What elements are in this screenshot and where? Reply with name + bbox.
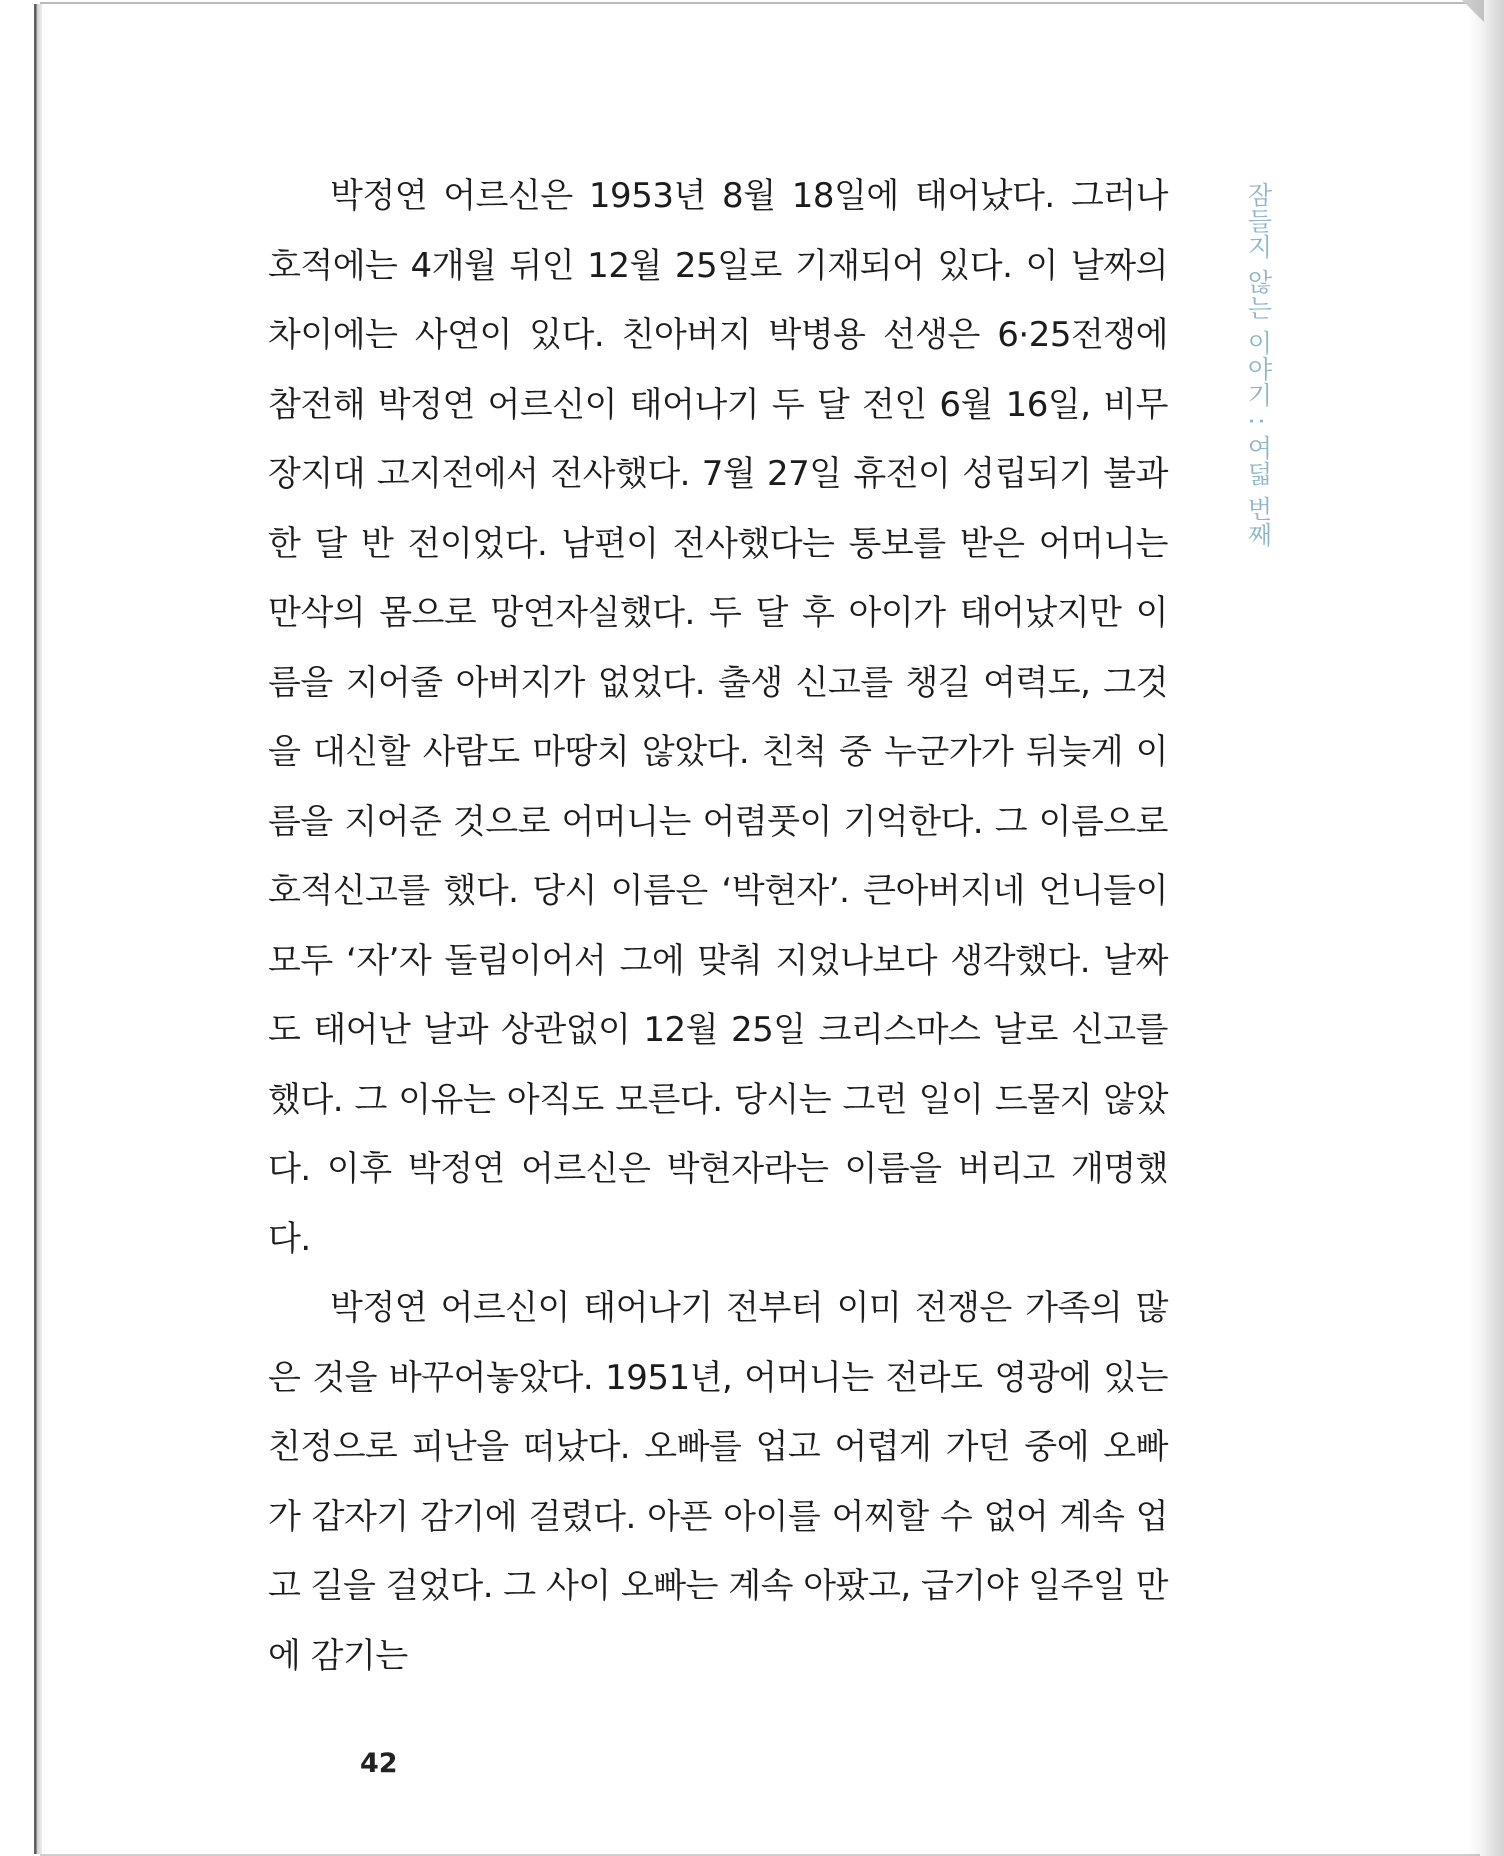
paragraph-1: 박정연 어르신은 1953년 8월 18일에 태어났다. 그러나 호적에는 4개월 뒤인 12월 25일로 기재되어 있다. 이 날짜의 차이에는 사연이 있다. 친아버지 박병용 선생은 6·25전쟁에 참전해 박정연 어르신이 태어나기 두 달 전인 6월 16일, 비무장지대 고지전에서 전사했다. 7월 27일 휴전이 성립되기 불과 한 달 반 전이었다. 남편이 전사했다는 통보를 받은 어머니는 만삭의 몸으로 망연자실했다. 두 달 후 아이가 태어났지만 이름을 지어줄 아버지가 없었다. 출생 신고를 챙길 여력도, 그것을 대신할 사람도 마땅치 않았다. 친척 중 누군가가 뒤늦게 이름을 지어준 것으로 어머니는 어렴풋이 기억한다. 그 이름으로 호적신고를 했다. 당시 이름은 ‘박현자’. 큰아버지네 언니들이 모두 ‘자’자 돌림이어서 그에 맞춰 지었나보다 생각했다. 날짜도 태어난 날과 상관없이 12월 25일 크리스마스 날로 신고를 했다. 그 이유는 아직도 모른다. 당시는 그런 일이 드물지 않았다. 이후 박정연 어르신은 박현자라는 이름을 버리고 개명했다. xyxy=(268,176,1168,1259)
page-right-shadow xyxy=(1468,0,1504,1856)
body-text xyxy=(268,162,1168,1691)
page-number: 42 xyxy=(360,1748,398,1779)
paragraph-2: 박정연 어르신이 태어나기 전부터 이미 전쟁은 가족의 많은 것을 바꾸어놓았다. 1951년, 어머니는 전라도 영광에 있는 친정으로 피난을 떠났다. 오빠를 업고 어렵게 가던 중에 오빠가 갑자기 감기에 걸렸다. 아픈 아이를 어찌할 수 없어 계속 업고 길을 걸었다. 그 사이 오빠는 계속 아팠고, 급기야 일주일 만에 감기는 xyxy=(268,1288,1168,1676)
page-top-edge xyxy=(40,2,1480,4)
page-spine xyxy=(34,4,42,1854)
running-title: 잠들지 않는 이야기 : 여덟 번째 xyxy=(1244,182,1273,549)
